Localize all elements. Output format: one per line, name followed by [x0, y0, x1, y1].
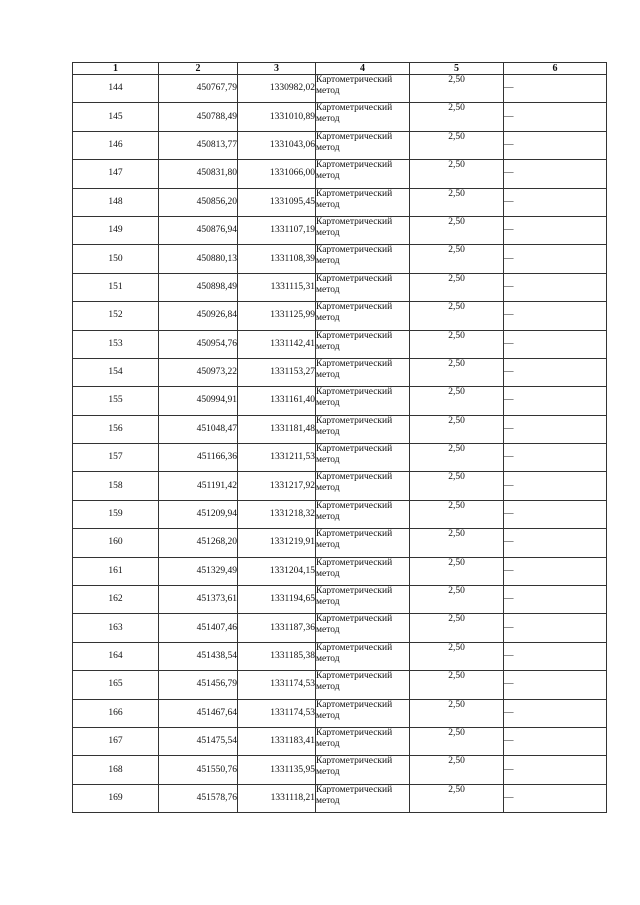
accuracy-cell: 2,50: [410, 387, 504, 415]
coord-x-cell: 451475,54: [159, 727, 238, 755]
header-col-2: 2: [159, 63, 238, 75]
coord-x-cell: 450767,79: [159, 75, 238, 103]
method-cell: Картометрический метод: [316, 500, 410, 528]
method-cell: Картометрический метод: [316, 756, 410, 784]
coord-x-cell: 450954,76: [159, 330, 238, 358]
point-number-cell: 147: [73, 160, 159, 188]
point-number-cell: 144: [73, 75, 159, 103]
method-cell: Картометрический метод: [316, 614, 410, 642]
coord-y-cell: 1331181,48: [238, 415, 316, 443]
point-number-cell: 153: [73, 330, 159, 358]
accuracy-cell: 2,50: [410, 302, 504, 330]
accuracy-cell: 2,50: [410, 245, 504, 273]
method-cell: Картометрический метод: [316, 727, 410, 755]
accuracy-cell: 2,50: [410, 756, 504, 784]
method-cell: Картометрический метод: [316, 642, 410, 670]
accuracy-cell: 2,50: [410, 216, 504, 244]
coord-y-cell: 1331118,21: [238, 784, 316, 812]
table-row: [73, 216, 607, 244]
method-cell: Картометрический метод: [316, 387, 410, 415]
accuracy-cell: 2,50: [410, 699, 504, 727]
method-cell: Картометрический метод: [316, 784, 410, 812]
method-cell: Картометрический метод: [316, 671, 410, 699]
header-col-3: 3: [238, 63, 316, 75]
coord-y-cell: 1331043,06: [238, 131, 316, 159]
point-number-cell: 149: [73, 216, 159, 244]
coord-y-cell: 1331107,19: [238, 216, 316, 244]
coord-y-cell: 1330982,02: [238, 75, 316, 103]
coord-x-cell: 451578,76: [159, 784, 238, 812]
point-number-cell: 163: [73, 614, 159, 642]
point-number-cell: 161: [73, 557, 159, 585]
note-cell: —: [504, 75, 607, 103]
point-number-cell: 151: [73, 273, 159, 301]
accuracy-cell: 2,50: [410, 472, 504, 500]
table-row: [73, 444, 607, 472]
coord-y-cell: 1331153,27: [238, 358, 316, 386]
point-number-cell: 155: [73, 387, 159, 415]
coord-x-cell: 451191,42: [159, 472, 238, 500]
coord-x-cell: 451550,76: [159, 756, 238, 784]
accuracy-cell: 2,50: [410, 415, 504, 443]
accuracy-cell: 2,50: [410, 500, 504, 528]
coord-x-cell: 450876,94: [159, 216, 238, 244]
method-cell: Картометрический метод: [316, 245, 410, 273]
header-row: [73, 63, 607, 75]
note-cell: —: [504, 500, 607, 528]
accuracy-cell: 2,50: [410, 529, 504, 557]
point-number-cell: 158: [73, 472, 159, 500]
method-cell: Картометрический метод: [316, 358, 410, 386]
header-col-1: 1: [73, 63, 159, 75]
note-cell: —: [504, 245, 607, 273]
table-body: [73, 75, 607, 813]
table-row: [73, 415, 607, 443]
note-cell: —: [504, 756, 607, 784]
table-row: [73, 472, 607, 500]
coord-x-cell: 450973,22: [159, 358, 238, 386]
coord-y-cell: 1331125,99: [238, 302, 316, 330]
table-row: [73, 302, 607, 330]
table-row: [73, 557, 607, 585]
table-row: [73, 671, 607, 699]
note-cell: —: [504, 444, 607, 472]
table-row: [73, 330, 607, 358]
method-cell: Картометрический метод: [316, 557, 410, 585]
method-cell: Картометрический метод: [316, 444, 410, 472]
method-cell: Картометрический метод: [316, 75, 410, 103]
coord-x-cell: 451456,79: [159, 671, 238, 699]
coord-y-cell: 1331066,00: [238, 160, 316, 188]
method-cell: Картометрический метод: [316, 529, 410, 557]
table-row: [73, 103, 607, 131]
point-number-cell: 168: [73, 756, 159, 784]
point-number-cell: 167: [73, 727, 159, 755]
method-cell: Картометрический метод: [316, 131, 410, 159]
coord-y-cell: 1331161,40: [238, 387, 316, 415]
table-row: [73, 273, 607, 301]
point-number-cell: 159: [73, 500, 159, 528]
table-row: [73, 699, 607, 727]
coord-y-cell: 1331187,36: [238, 614, 316, 642]
coord-y-cell: 1331174,53: [238, 671, 316, 699]
note-cell: —: [504, 273, 607, 301]
point-number-cell: 164: [73, 642, 159, 670]
coord-y-cell: 1331010,89: [238, 103, 316, 131]
method-cell: Картометрический метод: [316, 103, 410, 131]
note-cell: —: [504, 699, 607, 727]
accuracy-cell: 2,50: [410, 358, 504, 386]
note-cell: —: [504, 188, 607, 216]
coord-x-cell: 450880,13: [159, 245, 238, 273]
coord-x-cell: 451467,64: [159, 699, 238, 727]
table-row: [73, 245, 607, 273]
header-col-4: 4: [316, 63, 410, 75]
point-number-cell: 160: [73, 529, 159, 557]
coord-y-cell: 1331219,91: [238, 529, 316, 557]
point-number-cell: 145: [73, 103, 159, 131]
method-cell: Картометрический метод: [316, 302, 410, 330]
coord-y-cell: 1331194,65: [238, 586, 316, 614]
method-cell: Картометрический метод: [316, 415, 410, 443]
coord-y-cell: 1331185,38: [238, 642, 316, 670]
method-cell: Картометрический метод: [316, 472, 410, 500]
table-row: [73, 529, 607, 557]
table-header: [73, 63, 607, 75]
note-cell: —: [504, 614, 607, 642]
method-cell: Картометрический метод: [316, 188, 410, 216]
note-cell: —: [504, 131, 607, 159]
coord-y-cell: 1331211,53: [238, 444, 316, 472]
note-cell: —: [504, 472, 607, 500]
accuracy-cell: 2,50: [410, 103, 504, 131]
table-row: [73, 756, 607, 784]
accuracy-cell: 2,50: [410, 614, 504, 642]
table-row: [73, 642, 607, 670]
coord-x-cell: 451048,47: [159, 415, 238, 443]
point-number-cell: 150: [73, 245, 159, 273]
coord-x-cell: 450788,49: [159, 103, 238, 131]
note-cell: —: [504, 727, 607, 755]
note-cell: —: [504, 216, 607, 244]
coord-y-cell: 1331108,39: [238, 245, 316, 273]
note-cell: —: [504, 586, 607, 614]
accuracy-cell: 2,50: [410, 75, 504, 103]
coord-x-cell: 450994,91: [159, 387, 238, 415]
point-number-cell: 169: [73, 784, 159, 812]
table-row: [73, 727, 607, 755]
note-cell: —: [504, 330, 607, 358]
method-cell: Картометрический метод: [316, 330, 410, 358]
coord-x-cell: 451329,49: [159, 557, 238, 585]
coord-x-cell: 451407,46: [159, 614, 238, 642]
coord-x-cell: 450831,80: [159, 160, 238, 188]
coord-y-cell: 1331115,31: [238, 273, 316, 301]
coord-x-cell: 451166,36: [159, 444, 238, 472]
table-row: [73, 160, 607, 188]
coord-x-cell: 451373,61: [159, 586, 238, 614]
note-cell: —: [504, 671, 607, 699]
note-cell: —: [504, 160, 607, 188]
table-row: [73, 500, 607, 528]
point-number-cell: 165: [73, 671, 159, 699]
coord-y-cell: 1331135,95: [238, 756, 316, 784]
point-number-cell: 152: [73, 302, 159, 330]
accuracy-cell: 2,50: [410, 330, 504, 358]
accuracy-cell: 2,50: [410, 671, 504, 699]
table-row: [73, 614, 607, 642]
accuracy-cell: 2,50: [410, 188, 504, 216]
point-number-cell: 156: [73, 415, 159, 443]
note-cell: —: [504, 302, 607, 330]
note-cell: —: [504, 784, 607, 812]
accuracy-cell: 2,50: [410, 557, 504, 585]
point-number-cell: 148: [73, 188, 159, 216]
accuracy-cell: 2,50: [410, 727, 504, 755]
coord-x-cell: 450813,77: [159, 131, 238, 159]
method-cell: Картометрический метод: [316, 273, 410, 301]
method-cell: Картометрический метод: [316, 699, 410, 727]
coord-x-cell: 450898,49: [159, 273, 238, 301]
table-row: [73, 75, 607, 103]
coord-y-cell: 1331174,53: [238, 699, 316, 727]
coord-y-cell: 1331217,92: [238, 472, 316, 500]
table-row: [73, 784, 607, 812]
method-cell: Картометрический метод: [316, 216, 410, 244]
coord-x-cell: 450926,84: [159, 302, 238, 330]
note-cell: —: [504, 415, 607, 443]
method-cell: Картометрический метод: [316, 160, 410, 188]
accuracy-cell: 2,50: [410, 160, 504, 188]
point-number-cell: 154: [73, 358, 159, 386]
note-cell: —: [504, 642, 607, 670]
coord-x-cell: 450856,20: [159, 188, 238, 216]
coord-y-cell: 1331218,32: [238, 500, 316, 528]
coord-x-cell: 451438,54: [159, 642, 238, 670]
point-number-cell: 146: [73, 131, 159, 159]
header-col-6: 6: [504, 63, 607, 75]
point-number-cell: 166: [73, 699, 159, 727]
coord-y-cell: 1331204,15: [238, 557, 316, 585]
note-cell: —: [504, 387, 607, 415]
table-row: [73, 188, 607, 216]
coord-x-cell: 451209,94: [159, 500, 238, 528]
method-cell: Картометрический метод: [316, 586, 410, 614]
note-cell: —: [504, 103, 607, 131]
accuracy-cell: 2,50: [410, 642, 504, 670]
note-cell: —: [504, 529, 607, 557]
accuracy-cell: 2,50: [410, 444, 504, 472]
note-cell: —: [504, 557, 607, 585]
table-row: [73, 586, 607, 614]
accuracy-cell: 2,50: [410, 784, 504, 812]
point-number-cell: 162: [73, 586, 159, 614]
coordinates-table: [72, 62, 607, 813]
coord-x-cell: 451268,20: [159, 529, 238, 557]
table-row: [73, 358, 607, 386]
point-number-cell: 157: [73, 444, 159, 472]
coord-y-cell: 1331142,41: [238, 330, 316, 358]
accuracy-cell: 2,50: [410, 586, 504, 614]
header-col-5: 5: [410, 63, 504, 75]
coord-y-cell: 1331095,45: [238, 188, 316, 216]
accuracy-cell: 2,50: [410, 273, 504, 301]
table-row: [73, 387, 607, 415]
table-row: [73, 131, 607, 159]
accuracy-cell: 2,50: [410, 131, 504, 159]
coord-y-cell: 1331183,41: [238, 727, 316, 755]
note-cell: —: [504, 358, 607, 386]
